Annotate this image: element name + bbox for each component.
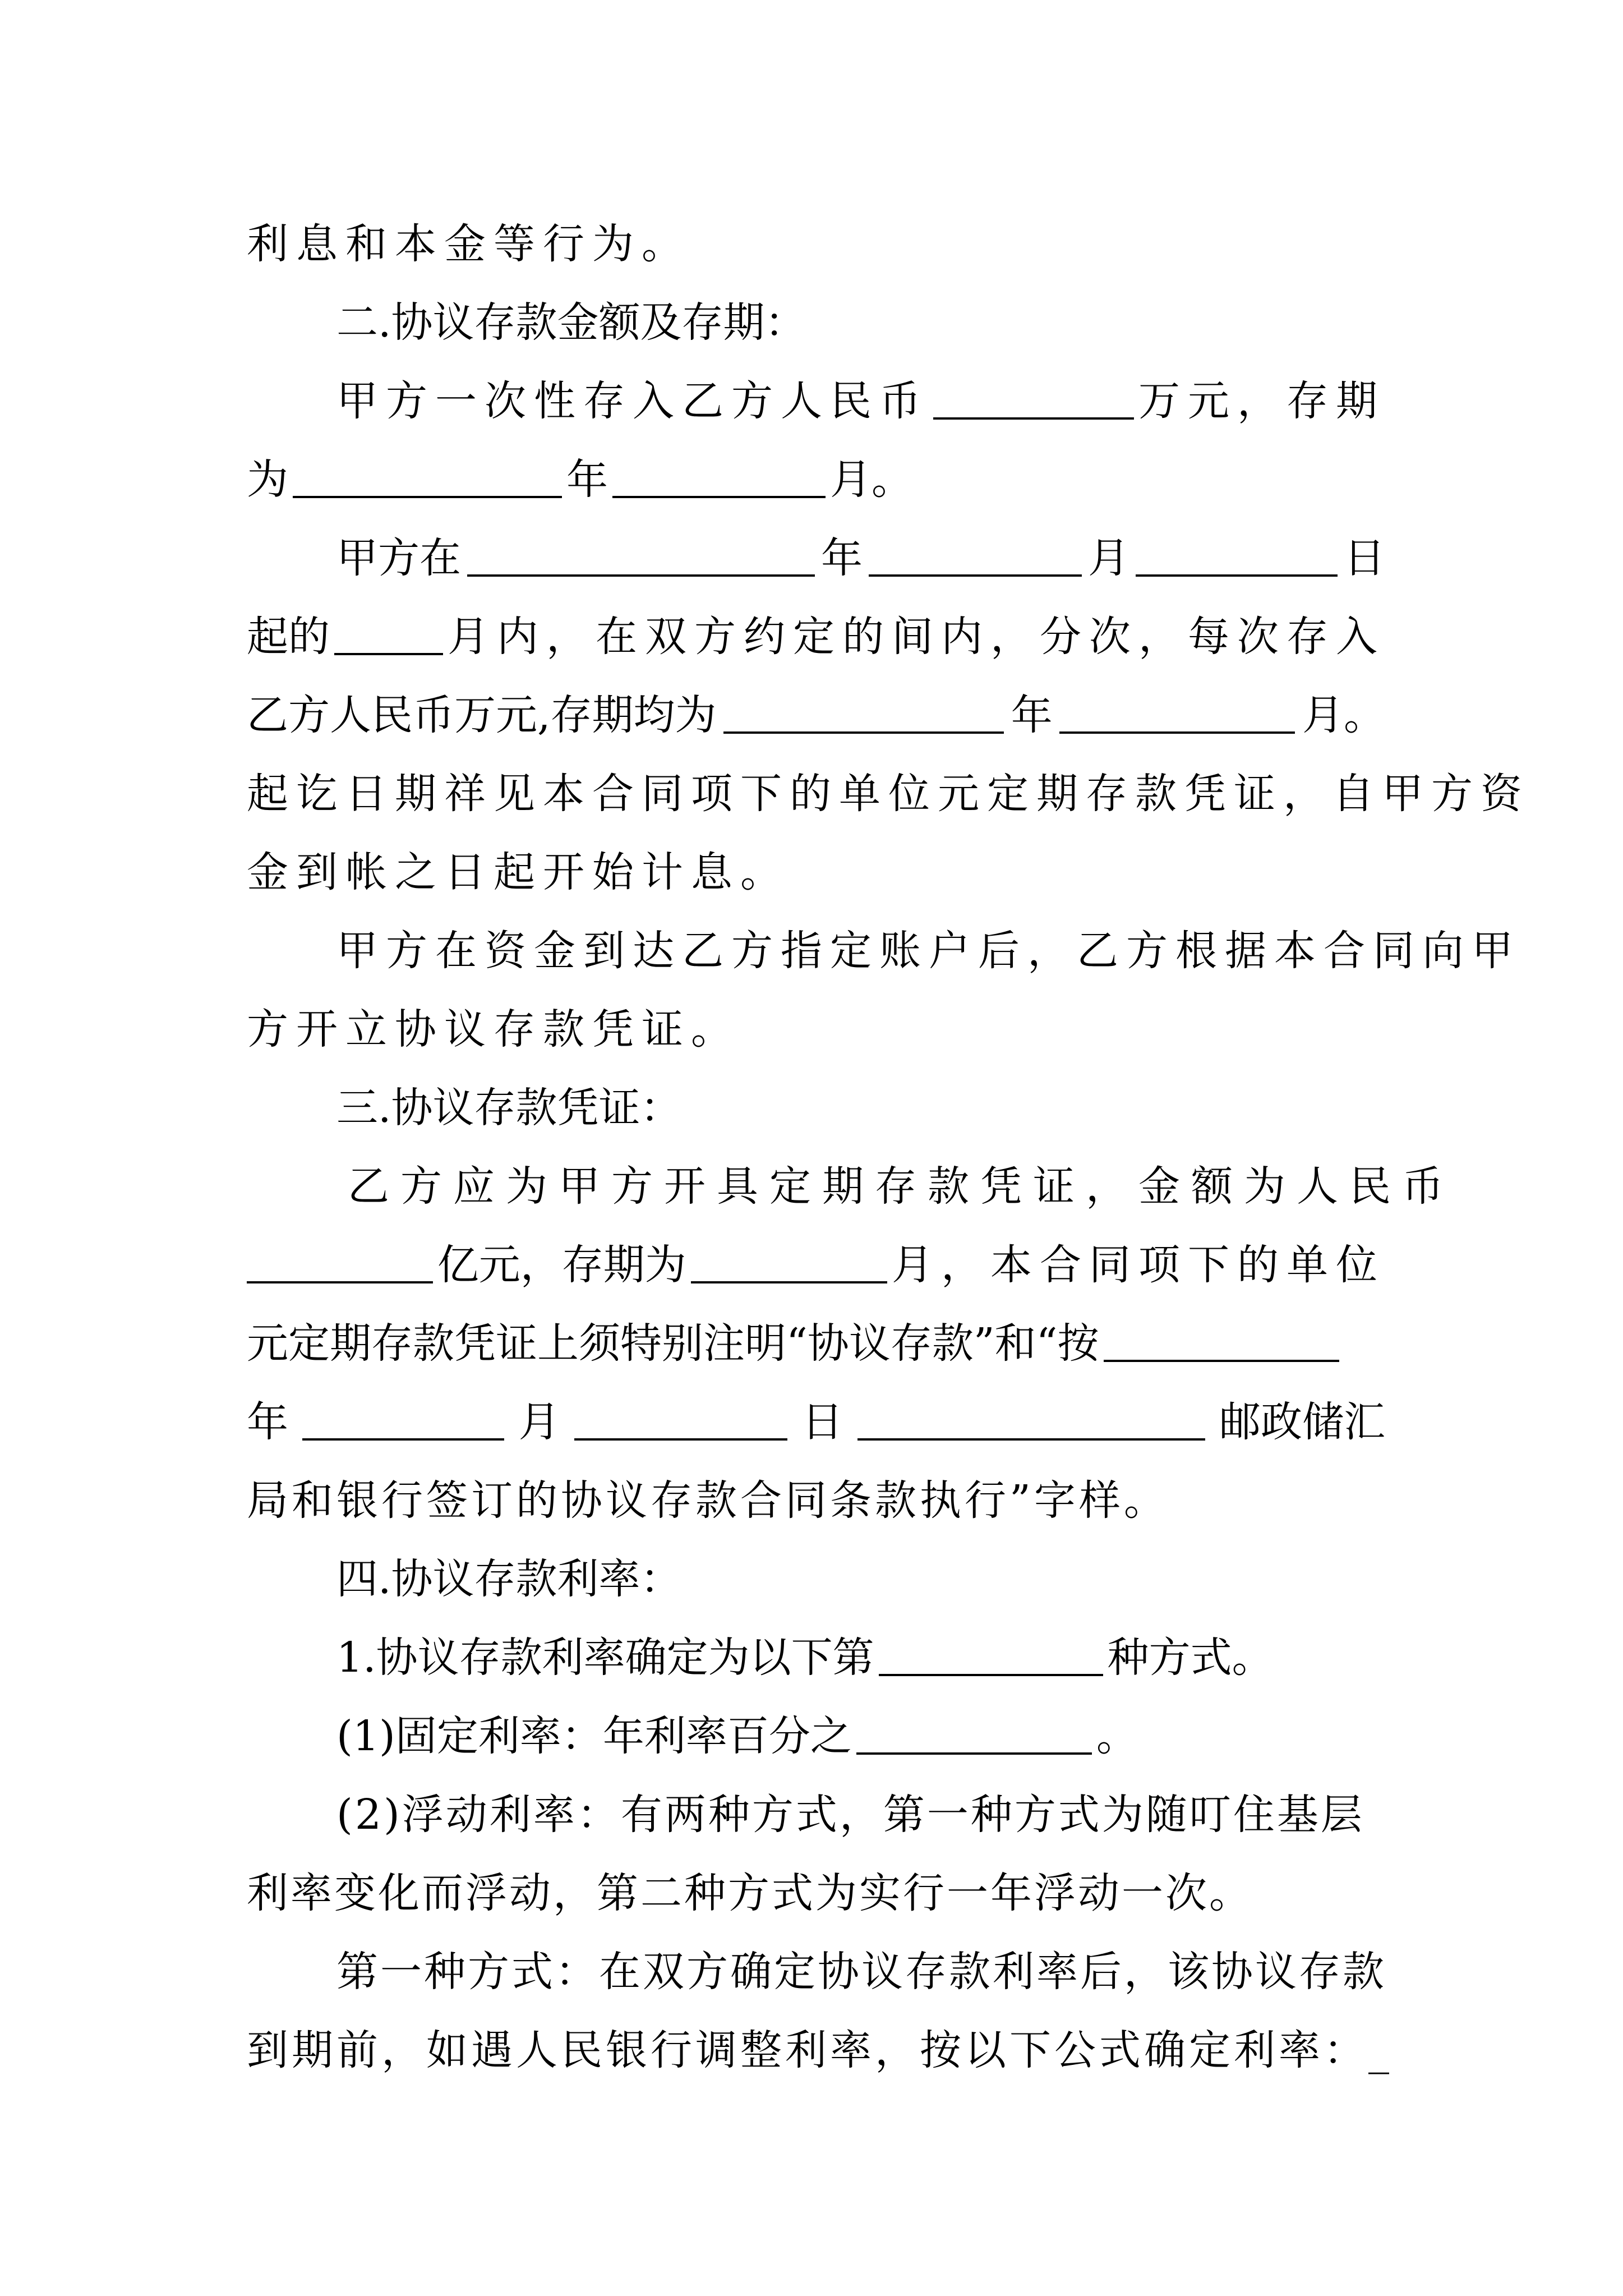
paragraph-text: 乙方人民币万元,存期均为 [247, 691, 717, 739]
text-line [247, 595, 1385, 679]
paragraph-text: 月。 [1302, 691, 1385, 739]
paragraph-text: 甲方在 [336, 534, 461, 582]
fill-in-blank[interactable] [467, 541, 815, 577]
paragraph-text: 起的 [247, 613, 330, 661]
paragraph-text: 月，本合同项下的单位 [892, 1241, 1385, 1289]
paragraph-text: 年 [566, 455, 608, 504]
fill-in-blank[interactable] [879, 1640, 1103, 1676]
text-line [247, 1930, 1385, 2014]
text-line [247, 1223, 1385, 1307]
paragraph-text: 起讫日期祥见本合同项下的单位元定期存款凭证，自甲方资 [247, 770, 1530, 818]
fill-in-blank[interactable] [691, 1248, 887, 1283]
heading-text: 四.协议存款利率： [336, 1555, 682, 1603]
paragraph-text: 甲方一次性存入乙方人民币 [336, 377, 929, 425]
heading-text: 三.协议存款凭证： [336, 1084, 682, 1132]
paragraph-text: 年 [247, 1398, 288, 1446]
paragraph-text: 甲方在资金到达乙方指定账户后，乙方根据本合同向甲 [336, 927, 1521, 975]
fill-in-blank[interactable] [334, 619, 443, 655]
section-heading [247, 1537, 1385, 1621]
text-line [247, 1380, 1385, 1464]
paragraph-text: 万元，存期 [1138, 377, 1385, 425]
paragraph-text: 种方式。 [1107, 1634, 1274, 1682]
paragraph-text: 到期前，如遇人民银行调整利率，按以下公式确定利率：_ [247, 2026, 1393, 2074]
paragraph-text: 年 [1011, 691, 1053, 739]
fill-in-blank[interactable] [933, 384, 1134, 420]
paragraph-text: 金到帐之日起开始计息。 [247, 848, 790, 896]
fill-in-blank[interactable] [574, 1405, 787, 1441]
paragraph-text: (1)固定利率：年利率百分之 [336, 1712, 852, 1760]
heading-text: 二.协议存款金额及存期： [336, 298, 806, 347]
text-line [247, 909, 1521, 993]
paragraph-text: 第一种方式：在双方确定协议存款利率后，该协议存款 [336, 1948, 1386, 1996]
paragraph-text: 利息和本金等行为。 [247, 220, 691, 268]
fill-in-blank[interactable] [247, 1248, 433, 1283]
fill-in-blank[interactable] [856, 1719, 1092, 1755]
text-line [247, 2008, 1393, 2092]
paragraph-text: 局和银行签订的协议存款合同条款执行”字样。 [247, 1476, 1169, 1525]
fill-in-blank[interactable] [1136, 541, 1338, 577]
paragraph-text: 日 [801, 1398, 843, 1446]
paragraph-text: 月 [1088, 534, 1129, 582]
text-line [247, 1773, 1385, 1857]
fill-in-blank[interactable] [293, 462, 562, 498]
paragraph-text: 月 [518, 1398, 560, 1446]
text-line [247, 1458, 1385, 1543]
paragraph-text: 1.协议存款利率确定为以下第 [336, 1634, 874, 1682]
paragraph-text: (2)浮动利率：有两种方式，第一种方式为随叮住基层 [336, 1791, 1364, 1839]
text-line [247, 202, 1385, 286]
text-line [247, 752, 1530, 836]
text-line [247, 438, 1385, 522]
text-line [247, 673, 1385, 757]
text-line [247, 1851, 1385, 1935]
section-heading [247, 280, 1385, 365]
text-line [247, 1616, 1385, 1700]
paragraph-text: 元定期存款凭证上须特别注明“协议存款”和“按 [247, 1319, 1099, 1368]
fill-in-blank[interactable] [869, 541, 1082, 577]
fill-in-blank[interactable] [1059, 698, 1295, 734]
fill-in-blank[interactable] [612, 462, 826, 498]
paragraph-text: 。 [1096, 1712, 1138, 1760]
paragraph-text: 乙方应为甲方开具定期存款凭证，金额为人民币 [348, 1162, 1455, 1211]
paragraph-text: 日 [1344, 534, 1385, 582]
fill-in-blank[interactable] [302, 1405, 504, 1441]
text-line [247, 1694, 1385, 1778]
text-line [247, 516, 1385, 600]
fill-in-blank[interactable] [857, 1405, 1205, 1441]
paragraph-text: 利率变化而浮动，第二种方式为实行一年浮动一次。 [247, 1869, 1253, 1917]
paragraph-text: 方开立协议存款凭证。 [247, 1005, 740, 1053]
text-line [247, 987, 1385, 1071]
text-line [247, 359, 1385, 443]
text-line [247, 830, 1385, 914]
paragraph-text: 月。 [830, 455, 913, 504]
fill-in-blank[interactable] [723, 698, 1004, 734]
fill-in-blank[interactable] [1104, 1326, 1339, 1362]
paragraph-text: 为 [247, 455, 288, 504]
paragraph-text: 月内，在双方约定的间内，分次，每次存入 [448, 613, 1385, 661]
paragraph-text: 邮政储汇 [1219, 1398, 1385, 1446]
text-line [247, 1144, 1455, 1228]
text-line [247, 1301, 1385, 1386]
paragraph-text: 亿元，存期为 [437, 1241, 686, 1289]
section-heading [247, 1066, 1385, 1150]
paragraph-text: 年 [821, 534, 863, 582]
